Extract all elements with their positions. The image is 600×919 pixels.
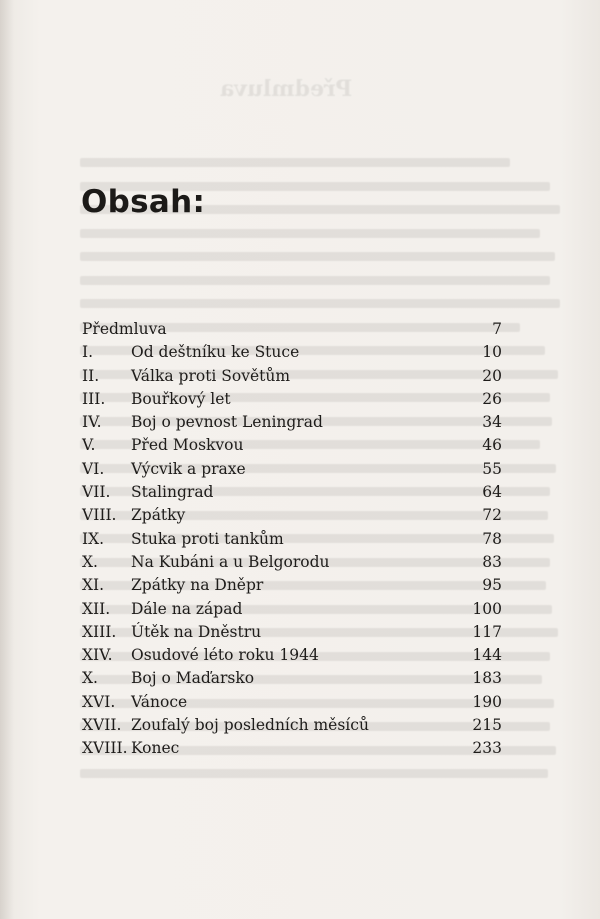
toc-entry-number: XVII. (82, 716, 122, 735)
toc-entry-page: 34 (482, 413, 502, 432)
toc-entry-page: 95 (482, 576, 502, 595)
toc-entry (82, 737, 502, 760)
toc-entry-page: 20 (482, 366, 502, 385)
toc-entry (82, 574, 502, 597)
toc-entry (82, 667, 502, 690)
table-of-contents (82, 318, 502, 761)
toc-entry-title: Zpátky na Dněpr (131, 576, 264, 595)
toc-entry-page: 64 (482, 483, 502, 502)
toc-entry-title: Boj o Maďarsko (131, 669, 255, 688)
toc-entry (82, 411, 502, 434)
toc-entry (82, 434, 502, 457)
toc-entry-number: V. (82, 436, 96, 455)
toc-entry-number: X. (82, 552, 98, 571)
toc-entry-number: XI. (82, 576, 105, 595)
toc-entry-title: Předmluva (82, 320, 167, 338)
toc-entry (82, 458, 502, 481)
toc-entry-page: 215 (472, 716, 502, 735)
toc-entry-title: Válka proti Sovětům (131, 366, 291, 385)
toc-entry-number: III. (82, 389, 106, 408)
toc-entry-title: Zpátky (131, 506, 186, 525)
toc-entry-preface (82, 318, 502, 341)
toc-entry-number: I. (82, 343, 94, 362)
toc-entry-title: Zoufalý boj posledních měsíců (131, 716, 369, 735)
toc-entry-number: VI. (82, 459, 105, 478)
toc-entry-page: 46 (482, 436, 502, 455)
toc-entry-title: Stuka proti tankům (131, 529, 284, 548)
toc-entry (82, 691, 502, 714)
toc-entry-page: 83 (482, 552, 502, 571)
toc-entry-number: IX. (82, 529, 105, 548)
toc-entry-number: II. (82, 366, 100, 385)
toc-entry-number: XII. (82, 599, 111, 618)
toc-entry-number: VIII. (82, 506, 117, 525)
toc-entry-title: Útěk na Dněstru (131, 622, 262, 641)
toc-entry (82, 481, 502, 504)
toc-entry-page: 190 (472, 692, 502, 711)
toc-entry-page: 183 (472, 669, 502, 688)
toc-entry-title: Dále na západ (131, 599, 243, 618)
toc-entry-number: XVI. (82, 692, 116, 711)
toc-entry-page: 7 (492, 320, 502, 338)
toc-entry-number: XVIII. (82, 739, 128, 758)
toc-entry-page: 233 (472, 739, 502, 758)
toc-entry (82, 388, 502, 411)
toc-entry-title: Výcvik a praxe (131, 459, 246, 478)
toc-entry-page: 78 (482, 529, 502, 548)
toc-entry-page: 100 (472, 599, 502, 618)
contents-heading: Obsah: (81, 184, 206, 220)
toc-entry (82, 504, 502, 527)
toc-entry-number: VII. (82, 483, 111, 502)
toc-entry-title: Osudové léto roku 1944 (131, 646, 319, 665)
toc-entry-number: X. (82, 669, 98, 688)
toc-entry (82, 598, 502, 621)
toc-entry-title: Boj o pevnost Leningrad (131, 413, 323, 432)
toc-entry-title: Od deštníku ke Stuce (131, 343, 300, 362)
toc-entry-page: 26 (482, 389, 502, 408)
toc-entry (82, 621, 502, 644)
toc-entry-number: IV. (82, 413, 102, 432)
toc-entry-title: Vánoce (131, 692, 188, 711)
toc-entry (82, 551, 502, 574)
toc-entry-page: 55 (482, 459, 502, 478)
toc-entry-title: Stalingrad (131, 483, 214, 502)
toc-entry-title: Konec (131, 739, 180, 758)
toc-entry-title: Bouřkový let (131, 389, 231, 408)
toc-entry-title: Na Kubáni a u Belgorodu (131, 552, 330, 571)
toc-entry-title: Před Moskvou (131, 436, 244, 455)
gutter-shadow (0, 0, 14, 919)
toc-entry (82, 714, 502, 737)
toc-entry (82, 644, 502, 667)
toc-entry-page: 144 (472, 646, 502, 665)
toc-entry (82, 528, 502, 551)
toc-entry (82, 365, 502, 388)
toc-entry-number: XIV. (82, 646, 113, 665)
toc-entry-page: 10 (482, 343, 502, 362)
toc-entry-page: 72 (482, 506, 502, 525)
toc-entry-page: 117 (472, 622, 502, 641)
toc-entry (82, 341, 502, 364)
toc-entry-number: XIII. (82, 622, 117, 641)
